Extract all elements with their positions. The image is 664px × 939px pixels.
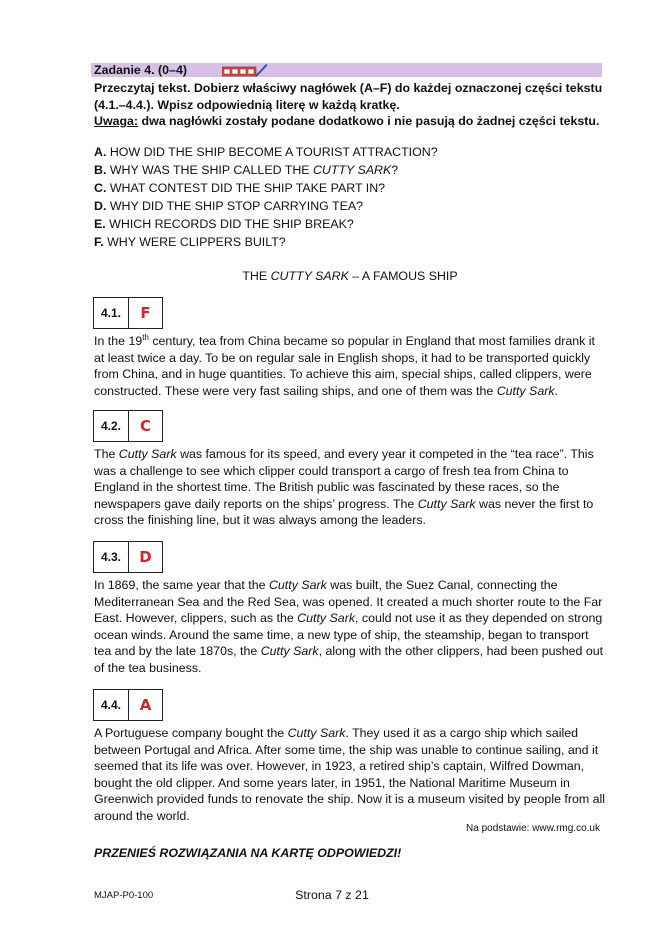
answer-box-4-3[interactable] [93, 541, 163, 573]
transfer-answers-note: PRZENIEŚ ROZWIĄZANIA NA KARTĘ ODPOWIEDZI! [94, 846, 402, 860]
heading-c: C. WHAT CONTEST DID THE SHIP TAKE PART IN? [94, 181, 386, 195]
answer-box-4-1[interactable] [93, 297, 163, 329]
footer-page-number: Strona 7 z 21 [295, 888, 369, 902]
note-text: dwa nagłówki zostały podane dodatkowo i nie pasują do żadnej części tekstu. [138, 114, 600, 128]
instruction-note [94, 113, 606, 130]
note-label: Uwaga: [94, 114, 139, 128]
answer-letter[interactable]: D [139, 548, 152, 566]
source-note: Na podstawie: www.rmg.co.uk [466, 823, 600, 834]
paragraph-4-4: A Portuguese company bought the Cutty Sark. They used it as a cargo ship which sailed between Portugal and Africa. After some time, the ship was unable to continue sailing, and it seemed that its life was over. However, in 1923, a retired ship’s captain, Wilfred Dowman, bought the old clipper. And some years later, in 1951, the National Maritime Museum in Greenwich provided funds to renovate the ship. Now it is a museum visited by people from all around the world. [94, 726, 606, 823]
answer-box-4-2[interactable] [93, 410, 163, 442]
heading-f: F. WHY WERE CLIPPERS BUILT? [94, 235, 286, 249]
answer-number: 4.4. [94, 690, 129, 720]
answer-box-4-4[interactable] [93, 689, 163, 721]
paragraph-4-1: In the 19th century, tea from China became so popular in England that most families drank it at least twice a day. To be on regular sale in English shops, it had to be transported quickly from China, and in huge quantities. To achieve this aim, special ships, called clippers, were constructed. These were very fast sailing ships, and one of them was the Cutty Sark. [94, 332, 595, 398]
instruction-line-1: Przeczytaj tekst. Dobierz właściwy nagłówek (A–F) do każdej oznaczonej części tekstu [94, 81, 603, 95]
answer-letter[interactable]: C [139, 417, 151, 435]
answer-letter[interactable]: A [139, 696, 152, 714]
task-instructions [94, 80, 606, 130]
instruction-line-2: (4.1.–4.4.). Wpisz odpowiednią literę w każdą kratkę. [94, 97, 400, 112]
article-title: THE CUTTY SARK – A FAMOUS SHIP [242, 269, 458, 283]
heading-a: A. HOW DID THE SHIP BECOME A TOURIST ATTRACTION? [94, 145, 438, 159]
heading-e: E. WHICH RECORDS DID THE SHIP BREAK? [94, 217, 354, 231]
task-title: Zadanie 4. (0–4) [94, 63, 187, 77]
paragraph-4-2: The Cutty Sark was famous for its speed, and every year it competed in the “tea race”. This was a challenge to see which clipper could transport a cargo of fresh tea from China to England in the shortest time. The British public was fascinated by these races, so the newspapers gave daily reports on the ships’ progress. The Cutty Sark was never the first to cross the finishing line, but it was always among the leaders. [94, 447, 594, 527]
answer-number: 4.3. [94, 542, 129, 572]
answer-number: 4.1. [94, 298, 129, 328]
task-header-band [91, 63, 602, 77]
headings-list [94, 143, 606, 251]
paragraph-4-3: In 1869, the same year that the Cutty Sark was built, the Suez Canal, connecting the Mediterranean Sea and the Red Sea, was opened. It created a much shorter route to the Far East. However, clippers, such as the Cutty Sark, could not use it as they depended on strong ocean winds. Around the same time, a new type of ship, the steamship, began to transport tea and by the late 1870s, the Cutty Sark, along with the other clippers, had been pushed out of the tea business. [94, 578, 604, 675]
scoring-boxes-icon [222, 64, 268, 77]
footer-exam-code: MJAP-P0-100 [94, 890, 154, 901]
answer-number: 4.2. [94, 411, 129, 441]
heading-d: D. WHY DID THE SHIP STOP CARRYING TEA? [94, 199, 364, 213]
heading-b: B. WHY WAS THE SHIP CALLED THE CUTTY SARK? [94, 163, 399, 177]
answer-letter[interactable]: F [140, 304, 151, 322]
